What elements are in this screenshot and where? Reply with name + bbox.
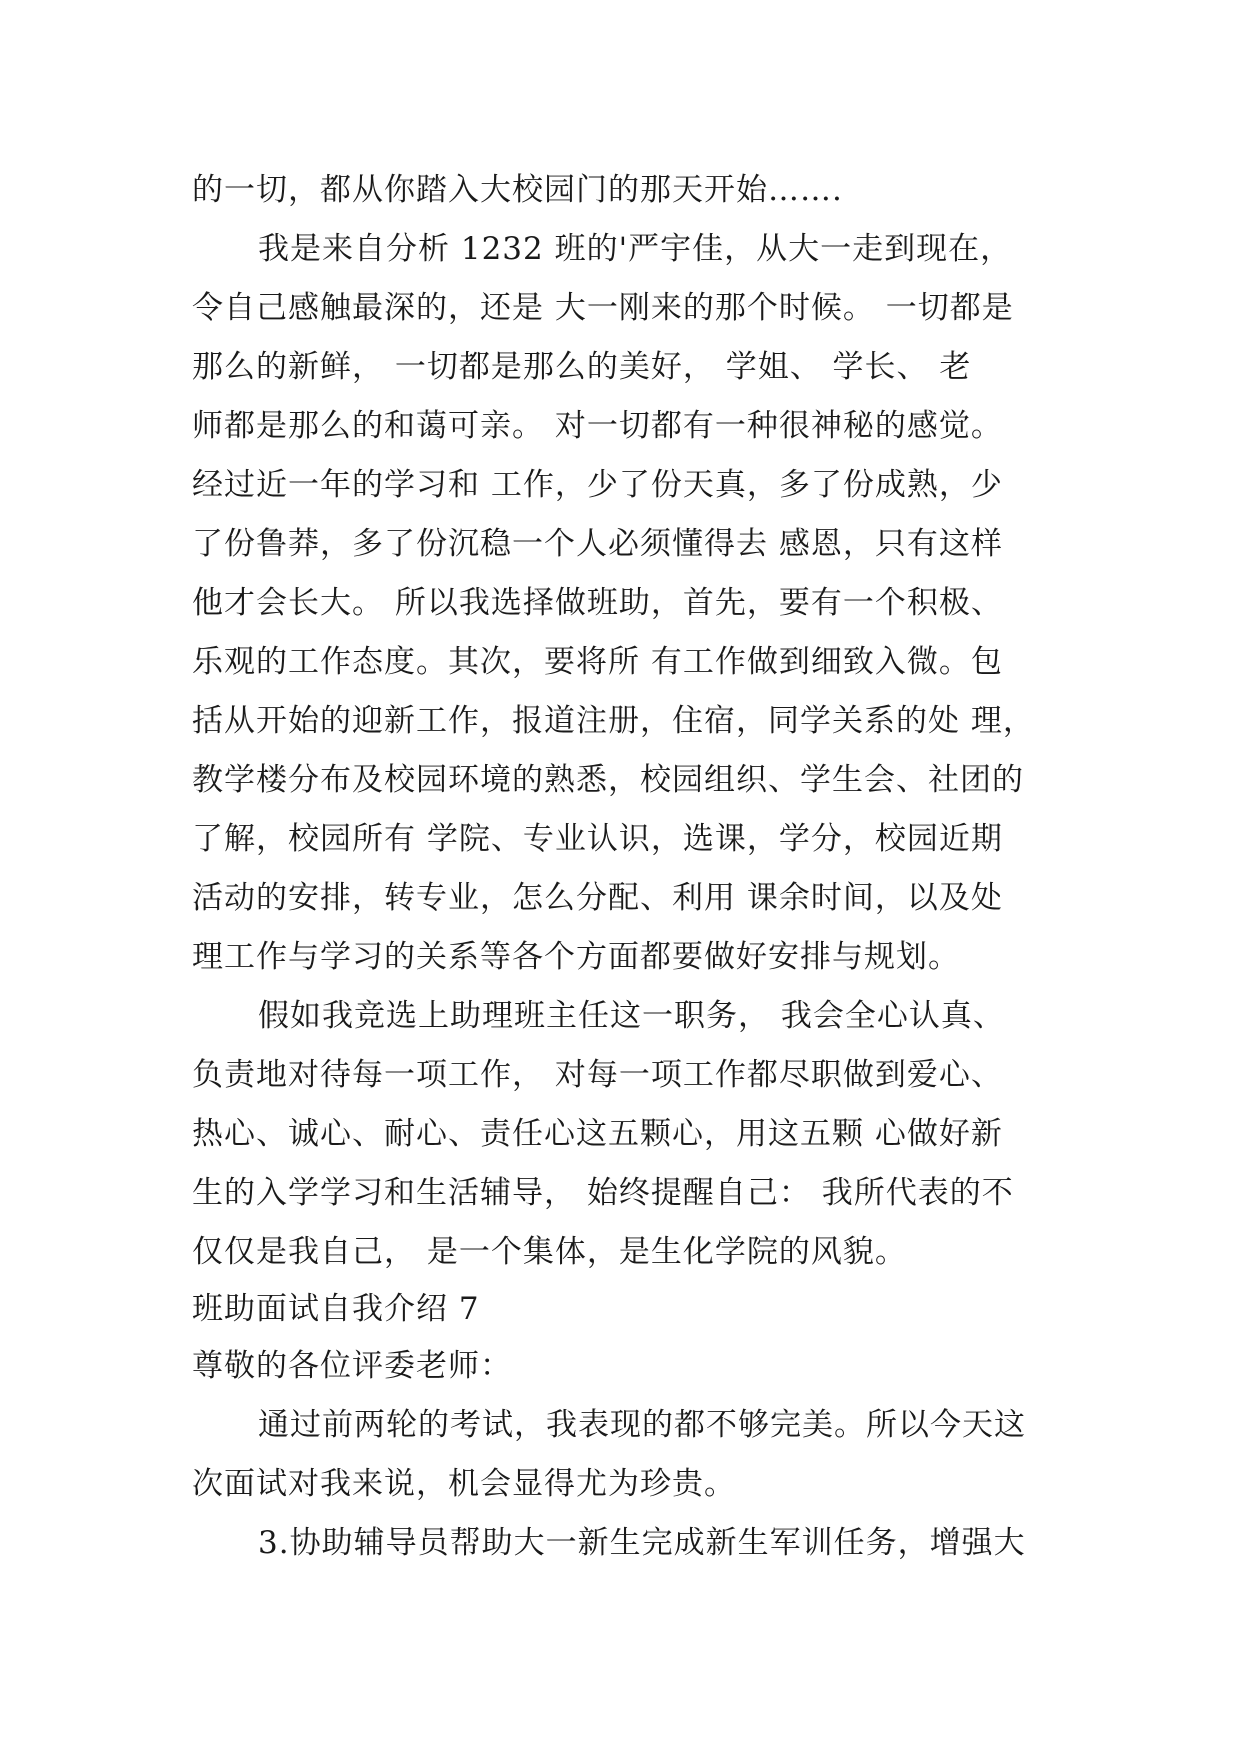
text-line: 了解，校园所有 学院、专业认识，选课，学分，校园近期 xyxy=(192,821,1003,857)
text-line: 次面试对我来说，机会显得尤为珍贵。 xyxy=(192,1466,736,1502)
text-line: 他才会长大。 所以我选择做班助，首先，要有一个积极、 xyxy=(192,585,1003,621)
text-line: 负责地对待每一项工作， 对每一项工作都尽职做到爱心、 xyxy=(192,1057,1003,1093)
text-line: 师都是那么的和蔼可亲。 对一切都有一种很神秘的感觉。 xyxy=(192,408,1003,444)
text-line: 令自己感触最深的，还是 大一刚来的那个时候。 一切都是 xyxy=(192,290,1014,326)
text-line: 的一切，都从你踏入大校园门的那天开始……. xyxy=(192,172,843,208)
section-heading: 班助面试自我介绍 7 xyxy=(192,1291,480,1327)
text-line: 仅仅是我自己， 是一个集体，是生化学院的风貌。 xyxy=(192,1234,907,1270)
paragraph-start: 通过前两轮的考试，我表现的都不够完美。所以今天这 xyxy=(258,1407,1026,1443)
salutation: 尊敬的各位评委老师： xyxy=(192,1348,512,1384)
text-line: 生的入学学习和生活辅导， 始终提醒自己： 我所代表的不 xyxy=(192,1175,1014,1211)
text-line: 那么的新鲜， 一切都是那么的美好， 学姐、 学长、 老 xyxy=(192,349,972,385)
text-line: 活动的安排，转专业，怎么分配、利用 课余时间，以及处 xyxy=(192,880,1003,916)
text-line: 括从开始的迎新工作，报道注册，住宿，同学关系的处 理， xyxy=(192,703,1035,739)
text-line: 教学楼分布及校园环境的熟悉，校园组织、学生会、社团的 xyxy=(192,762,1024,798)
text-line: 经过近一年的学习和 工作，少了份天真，多了份成熟，少 xyxy=(192,467,1003,503)
text-line: 了份鲁莽，多了份沉稳一个人必须懂得去 感恩，只有这样 xyxy=(192,526,1003,562)
text-line: 理工作与学习的关系等各个方面都要做好安排与规划。 xyxy=(192,939,960,975)
paragraph-start: 3.协助辅导员帮助大一新生完成新生军训任务，增强大 xyxy=(258,1525,1026,1561)
paragraph-start: 假如我竞选上助理班主任这一职务， 我会全心认真、 xyxy=(258,998,1005,1034)
text-line: 乐观的工作态度。其次，要将所 有工作做到细致入微。包 xyxy=(192,644,1003,680)
paragraph-start: 我是来自分析 1232 班的'严宇佳，从大一走到现在， xyxy=(258,231,1013,267)
text-line: 热心、诚心、耐心、责任心这五颗心，用这五颗 心做好新 xyxy=(192,1116,1003,1152)
